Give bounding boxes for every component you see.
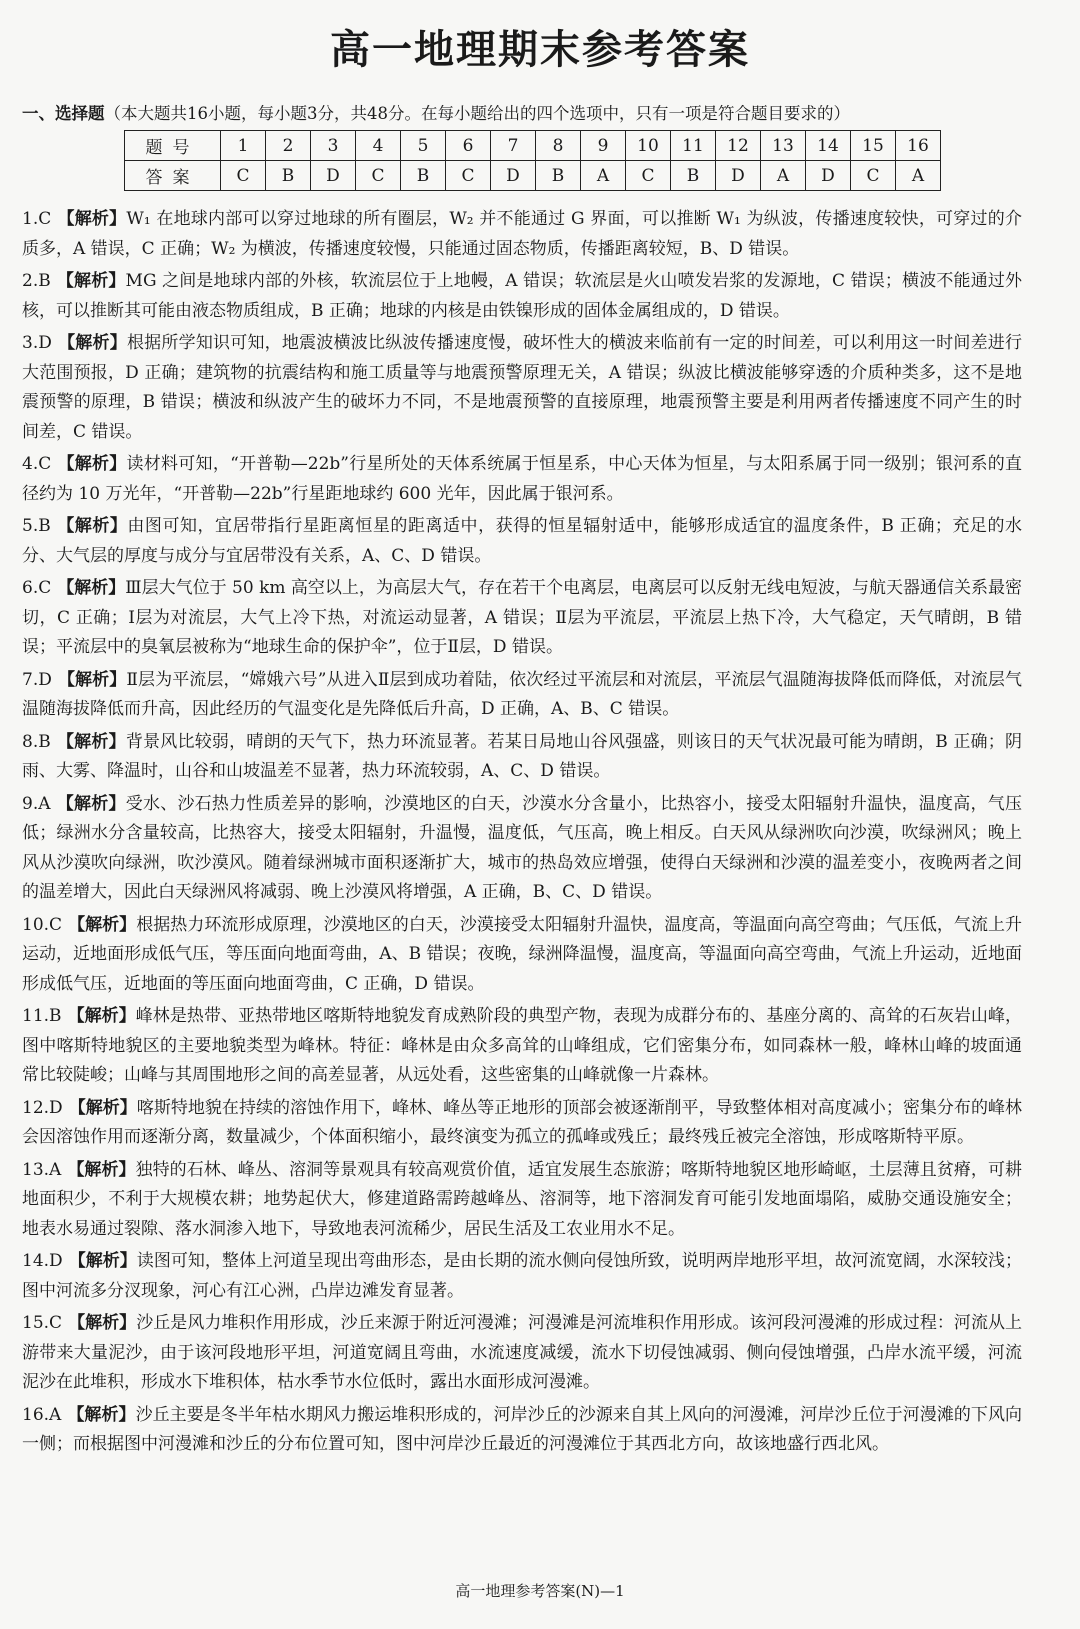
- item-explanation-text: Ⅲ层大气位于 50 km 高空以上，为高层大气，存在若干个电离层，电离层可以反射无线电短波，与航天器通信关系最密切，C 正确；Ⅰ层为对流层，大气上冷下热，对流运动显著，A 错误；Ⅱ层为平流层，平流层上热下冷，大气稳定，天气晴朗，B 错误；平流层中的臭氧层被称为“地球生命的保护伞”，位于Ⅱ层，D 错误。: [22, 578, 1022, 657]
- row-header-number: 题号: [125, 131, 221, 161]
- item-answer-key: 16.A: [22, 1404, 62, 1425]
- section-note: （本大题共16小题，每小题3分，共48分。在每小题给出的四个选项中，只有一项是符合题目要求的）: [104, 104, 850, 123]
- analysis-tag: 【解析】: [68, 1097, 137, 1118]
- analysis-tag: 【解析】: [67, 1006, 136, 1026]
- item-answer-key: 13.A: [22, 1159, 62, 1180]
- explanation-item: [22, 911, 1022, 1000]
- analysis-tag: 【解析】: [57, 333, 127, 353]
- section-heading: [22, 100, 1062, 124]
- explanation-item: [22, 1156, 1022, 1245]
- item-explanation-text: 沙丘是风力堆积作用形成，沙丘来源于附近河漫滩；河漫滩是河流堆积作用形成。该河段河漫滩的形成过程：河流从上游带来大量泥沙，由于该河段地形平坦，河道宽阔且弯曲，水流速度减缓，流水下切侵蚀减弱、侧向侵蚀增强，凸岸水流平缓，河流泥沙在此堆积，形成水下堆积体，枯水季节水位低时，露出水面形成河漫滩。: [22, 1313, 1023, 1392]
- question-number-cell: 9: [581, 131, 626, 161]
- question-number-cell: 1: [221, 131, 266, 161]
- answer-cell: C: [356, 161, 401, 191]
- item-explanation-text: Ⅱ层为平流层，“嫦娥六号”从进入Ⅱ层到成功着陆，依次经过平流层和对流层，平流层气温随海拔降低而降低，对流层气温随海拔降低而升高，因此经历的气温变化是先降低后升高，D 正确，A、B、C 错误。: [22, 669, 1023, 719]
- item-explanation-text: 由图可知，宜居带指行星距离恒星的距离适中，获得的恒星辐射适中，能够形成适宜的温度条件，B 正确；充足的水分、大气层的厚度与成分与宜居带没有关系，A、C、D 错误。: [22, 516, 1022, 566]
- item-explanation-text: 背景风比较弱，晴朗的天气下，热力环流显著。若某日局地山谷风强盛，则该日的天气状况最可能为晴朗，B 正确；阴雨、大雾、降温时，山谷和山坡温差不显著，热力环流较弱，A、C、D 错误。: [22, 731, 1022, 781]
- item-explanation-text: 根据所学知识可知，地震波横波比纵波传播速度慢，破坏性大的横波来临前有一定的时间差，可以利用这一时间差进行大范围预报，D 正确；建筑物的抗震结构和施工质量等与地震预警原理无关，A 错误；纵波比横波能够穿透的介质种类多，这不是地震预警的原理，B 错误；横波和纵波产生的破坏力不同，不是地震预警的直接原理，地震预警主要是利用两者传播速度不同产生的时间差，C 错误。: [22, 333, 1023, 442]
- explanation-item: [22, 512, 1022, 571]
- answer-row: [125, 161, 941, 191]
- analysis-tag: 【解析】: [57, 209, 127, 229]
- item-answer-key: 11.B: [22, 1006, 62, 1026]
- answer-cell: B: [266, 161, 311, 191]
- question-number-cell: 15: [851, 131, 896, 161]
- item-answer-key: 5.B: [22, 516, 51, 536]
- question-number-cell: 16: [896, 131, 941, 161]
- item-explanation-text: 读材料可知，“开普勒—22b”行星所处的天体系统属于恒星系，中心天体为恒星，与太阳系属于同一级别；银河系的直径约为 10 万光年，“开普勒—22b”行星距地球约 600 光年，因此属于银河系。: [22, 454, 1023, 504]
- answer-cell: D: [311, 161, 356, 191]
- analysis-tag: 【解析】: [57, 578, 126, 598]
- explanation-item: [22, 450, 1022, 509]
- item-answer-key: 1.C: [22, 209, 52, 229]
- explanation-item: [22, 1247, 1022, 1306]
- analysis-tag: 【解析】: [67, 1404, 136, 1425]
- section-label: 一、选择题: [22, 104, 105, 123]
- item-explanation-text: 沙丘主要是冬半年枯水期风力搬运堆积形成的，河岸沙丘的沙源来自其上风向的河漫滩，河岸沙丘位于河漫滩的下风向一侧；而根据图中河漫滩和沙丘的分布位置可知，图中河岸沙丘最近的河漫滩位于其西北方向，故该地盛行西北风。: [22, 1404, 1023, 1454]
- explanation-item: [22, 329, 1022, 447]
- question-number-cell: 14: [806, 131, 851, 161]
- question-number-cell: 5: [401, 131, 446, 161]
- analysis-tag: 【解析】: [56, 271, 126, 291]
- explanation-item: [22, 790, 1022, 908]
- answer-cell: C: [221, 161, 266, 191]
- item-explanation-text: 独特的石林、峰丛、溶洞等景观具有较高观赏价值，适宜发展生态旅游；喀斯特地貌区地形崎岖，土层薄且贫瘠，可耕地面积少，不利于大规模农耕；地势起伏大，修建道路需跨越峰丛、溶洞等，地下溶洞发育可能引发地面塌陷，威胁交通设施安全；地表水易通过裂隙、落水洞渗入地下，导致地表河流稀少，居民生活及工农业用水不足。: [22, 1159, 1023, 1239]
- answer-table: [124, 130, 941, 191]
- question-number-cell: 7: [491, 131, 536, 161]
- explanation-item: [22, 1094, 1022, 1153]
- item-answer-key: 12.D: [22, 1097, 63, 1118]
- explanation-item: [22, 1002, 1022, 1091]
- analysis-tag: 【解析】: [56, 731, 126, 752]
- item-answer-key: 8.B: [22, 731, 51, 752]
- item-explanation-text: MG 之间是地球内部的外核，软流层位于上地幔，A 错误；软流层是火山喷发岩浆的发源地，C 错误；横波不能通过外核，可以推断其可能由液态物质组成，B 正确；地球的内核是由铁镍形成的固体金属组成的，D 错误。: [22, 271, 1023, 321]
- item-explanation-text: 根据热力环流形成原理，沙漠地区的白天，沙漠接受太阳辐射升温快，温度高，等温面向高空弯曲；气压低，气流上升运动，近地面形成低气压，等压面向地面弯曲，A、B 错误；夜晚，绿洲降温慢，温度高，等温面向高空弯曲，气流上升运动，近地面形成低气压，近地面的等压面向地面弯曲，C 正确，D 错误。: [22, 914, 1023, 994]
- item-answer-key: 6.C: [22, 578, 52, 598]
- item-explanation-text: 喀斯特地貌在持续的溶蚀作用下，峰林、峰丛等正地形的顶部会被逐渐削平，导致整体相对高度减小；密集分布的峰林会因溶蚀作用而逐渐分离，数量减少，个体面积缩小，最终演变为孤立的孤峰或残丘；最终残丘被完全溶蚀，形成喀斯特平原。: [22, 1097, 1023, 1147]
- question-number-cell: 2: [266, 131, 311, 161]
- explanation-item: [22, 728, 1022, 787]
- explanation-item: [22, 205, 1022, 264]
- analysis-tag: 【解析】: [56, 793, 126, 814]
- item-answer-key: 14.D: [22, 1251, 63, 1271]
- analysis-tag: 【解析】: [57, 454, 127, 474]
- answer-cell: B: [401, 161, 446, 191]
- question-number-cell: 6: [446, 131, 491, 161]
- explanation-item: [22, 1401, 1022, 1460]
- question-number-cell: 10: [626, 131, 671, 161]
- question-number-cell: 4: [356, 131, 401, 161]
- answer-cell: A: [581, 161, 626, 191]
- answer-cell: D: [806, 161, 851, 191]
- analysis-tag: 【解析】: [67, 1159, 136, 1180]
- item-answer-key: 15.C: [22, 1313, 63, 1333]
- explanation-item: [22, 267, 1022, 326]
- answer-cell: C: [851, 161, 896, 191]
- question-number-cell: 3: [311, 131, 356, 161]
- question-number-cell: 11: [671, 131, 716, 161]
- answer-cell: A: [761, 161, 806, 191]
- item-answer-key: 4.C: [22, 454, 52, 474]
- item-explanation-text: 峰林是热带、亚热带地区喀斯特地貌发育成熟阶段的典型产物，表现为成群分布的、基座分离的、高耸的石灰岩山峰，图中喀斯特地貌区的主要地貌类型为峰林。特征：峰林是由众多高耸的山峰组成，它们密集分布，如同森林一般，峰林山峰的坡面通常比较陡峻；山峰与其周围地形之间的高差显著，从远处看，这些密集的山峰就像一片森林。: [22, 1006, 1023, 1085]
- page-title: 高一地理期末参考答案: [330, 27, 750, 73]
- explanation-item: [22, 1309, 1022, 1398]
- question-number-cell: 8: [536, 131, 581, 161]
- item-answer-key: 9.A: [22, 793, 51, 814]
- page-footer: 高一地理参考答案(N)—1: [455, 1582, 625, 1600]
- answer-cell: A: [896, 161, 941, 191]
- analysis-tag: 【解析】: [57, 669, 127, 690]
- answer-cell: D: [716, 161, 761, 191]
- item-explanation-text: 读图可知，整体上河道呈现出弯曲形态，是由长期的流水侧向侵蚀所致，说明两岸地形平坦，故河流宽阔，水深较浅；图中河流多分汊现象，河心有江心洲，凸岸边滩发育显著。: [22, 1251, 1023, 1301]
- answer-cell: C: [626, 161, 671, 191]
- item-answer-key: 3.D: [22, 333, 52, 353]
- item-explanation-text: W₁ 在地球内部可以穿过地球的所有圈层，W₂ 并不能通过 G 界面，可以推断 W₁ 为纵波，传播速度较快，可穿过的介质多，A 错误，C 正确；W₂ 为横波，传播速度较慢，只能通过固态物质，传播距离较短，B、D 错误。: [22, 209, 1022, 259]
- explanation-item: [22, 666, 1022, 725]
- answer-cell: B: [536, 161, 581, 191]
- item-explanation-text: 受水、沙石热力性质差异的影响，沙漠地区的白天，沙漠水分含量小，比热容小，接受太阳辐射升温快，温度高，气压低；绿洲水分含量较高，比热容大，接受太阳辐射，升温慢，温度低，气压高，晚上相反。白天风从绿洲吹向沙漠，吹绿洲风；晚上风从沙漠吹向绿洲，吹沙漠风。随着绿洲城市面积逐渐扩大，城市的热岛效应增强，使得白天绿洲和沙漠的温差变小，夜晚两者之间的温差增大，因此白天绿洲风将减弱、晚上沙漠风将增强，A 正确，B、C、D 错误。: [22, 793, 1023, 902]
- analysis-tag: 【解析】: [68, 914, 137, 935]
- explanation-list: [22, 205, 1022, 1463]
- analysis-tag: 【解析】: [68, 1313, 137, 1333]
- answer-cell: C: [446, 161, 491, 191]
- analysis-tag: 【解析】: [68, 1251, 137, 1271]
- item-answer-key: 2.B: [22, 271, 51, 291]
- answer-cell: B: [671, 161, 716, 191]
- explanation-item: [22, 574, 1022, 663]
- question-number-row: [125, 131, 941, 161]
- item-answer-key: 7.D: [22, 669, 52, 690]
- row-header-answer: 答案: [125, 161, 221, 191]
- question-number-cell: 12: [716, 131, 761, 161]
- analysis-tag: 【解析】: [56, 516, 128, 536]
- answer-cell: D: [491, 161, 536, 191]
- item-answer-key: 10.C: [22, 914, 63, 935]
- question-number-cell: 13: [761, 131, 806, 161]
